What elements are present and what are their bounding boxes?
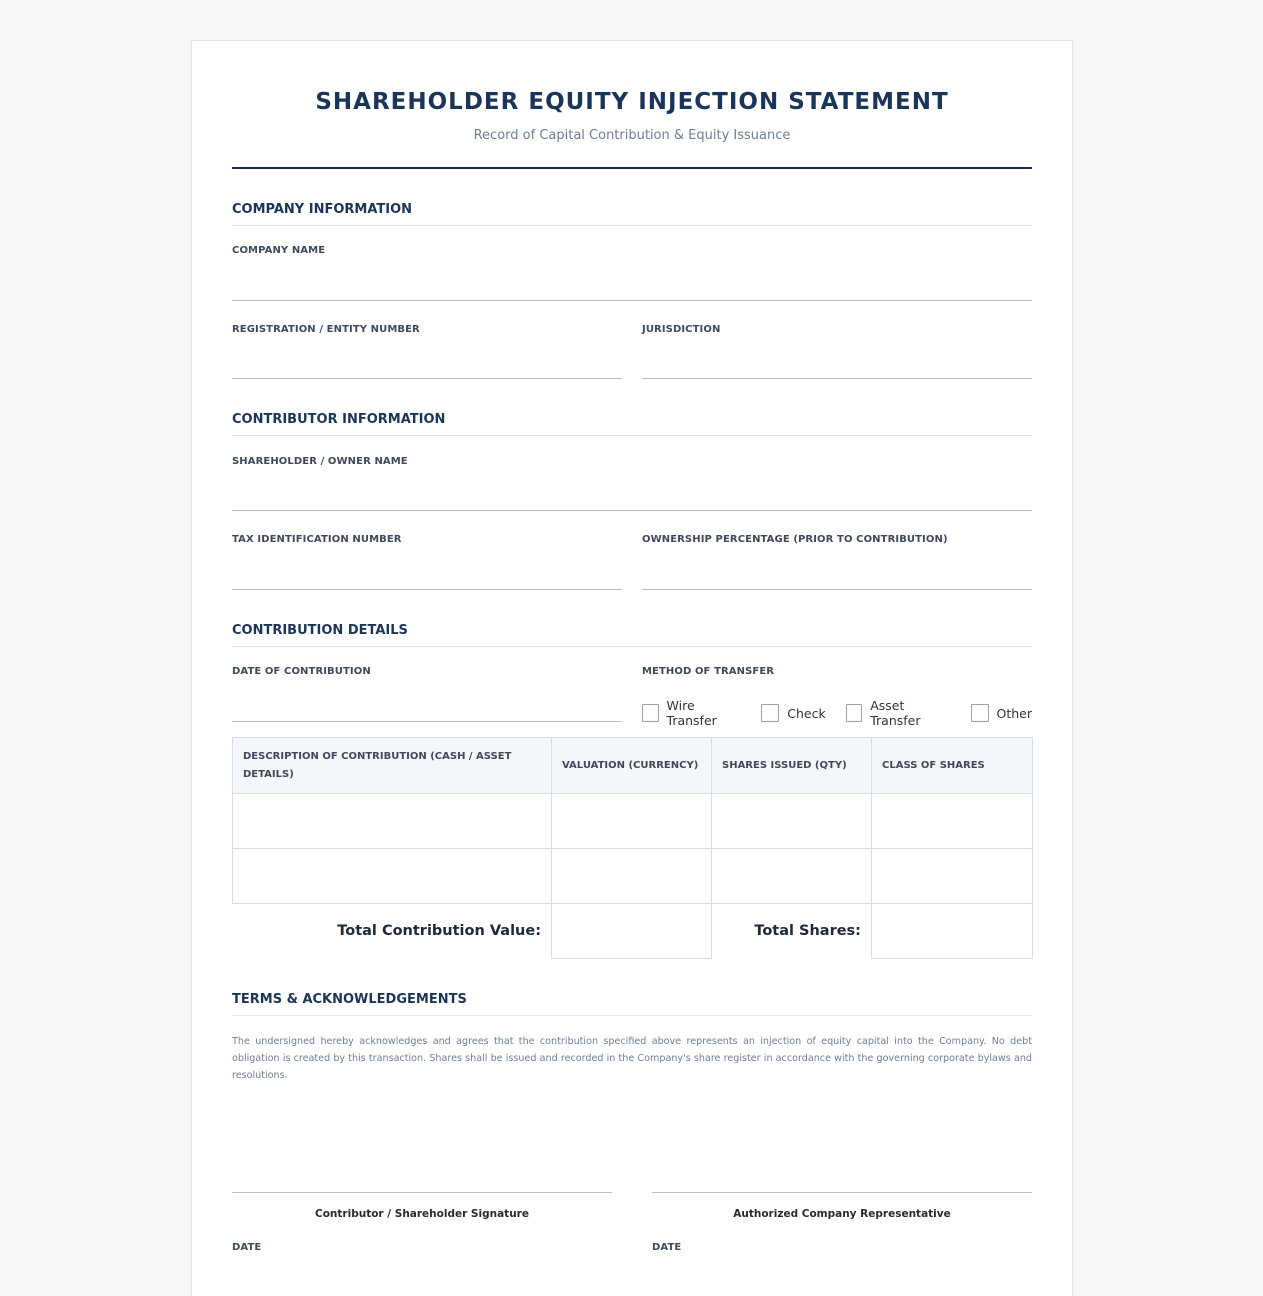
section-heading-company: COMPANY INFORMATION: [232, 202, 1032, 226]
method-option-other[interactable]: [971, 704, 1033, 722]
totals-row: [233, 904, 1033, 959]
total-shares-cell[interactable]: [872, 904, 1033, 959]
contribution-date-field[interactable]: [232, 721, 622, 722]
method-option-label: Asset Transfer: [870, 698, 921, 728]
contribution-date-label: DATE OF CONTRIBUTION: [232, 666, 371, 677]
transfer-method-options: [642, 698, 1032, 728]
representative-date-label: DATE: [652, 1242, 682, 1253]
table-row: [233, 849, 1033, 904]
checkbox[interactable]: [761, 704, 779, 722]
description-cell[interactable]: [233, 849, 552, 904]
method-option-wire-transfer[interactable]: [642, 698, 741, 728]
shares-issued-cell[interactable]: [712, 849, 872, 904]
method-option-label: Wire Transfer: [666, 698, 717, 728]
contributor-date-label: DATE: [232, 1242, 262, 1253]
total-contribution-value-label: Total Contribution Value:: [337, 923, 541, 940]
checkbox[interactable]: [642, 704, 659, 722]
checkbox[interactable]: [971, 704, 989, 722]
column-header-share-class: CLASS OF SHARES: [872, 738, 1033, 794]
column-header-shares-issued: SHARES ISSUED (QTY): [712, 738, 872, 794]
column-header-description: DESCRIPTION OF CONTRIBUTION (CASH / ASSET DETAILS): [233, 738, 552, 794]
method-option-asset-transfer[interactable]: [846, 698, 951, 728]
shares-issued-cell[interactable]: [712, 794, 872, 849]
document-subtitle: Record of Capital Contribution & Equity Issuance: [473, 128, 791, 143]
ownership-percentage-label: OWNERSHIP PERCENTAGE (PRIOR TO CONTRIBUTION): [642, 534, 948, 545]
method-option-label: Other: [996, 705, 1032, 721]
valuation-cell[interactable]: [552, 849, 712, 904]
company-name-label: COMPANY NAME: [232, 245, 326, 256]
jurisdiction-field[interactable]: [642, 378, 1032, 379]
ownership-percentage-field[interactable]: [642, 589, 1032, 590]
description-cell[interactable]: [233, 794, 552, 849]
section-heading-contributor: CONTRIBUTOR INFORMATION: [232, 412, 1032, 436]
registration-number-field[interactable]: [232, 378, 622, 379]
document-title: SHAREHOLDER EQUITY INJECTION STATEMENT: [315, 89, 949, 115]
contributor-signature-label: Contributor / Shareholder Signature: [315, 1208, 529, 1220]
registration-number-label: REGISTRATION / ENTITY NUMBER: [232, 324, 420, 335]
checkbox[interactable]: [846, 704, 863, 722]
company-name-field[interactable]: [232, 300, 1032, 301]
contribution-table: [232, 737, 1033, 959]
tax-id-label: TAX IDENTIFICATION NUMBER: [232, 534, 402, 545]
owner-name-field[interactable]: [232, 510, 1032, 511]
method-option-label: Check: [787, 705, 826, 721]
table-row: [233, 794, 1033, 849]
valuation-cell[interactable]: [552, 794, 712, 849]
section-heading-terms: TERMS & ACKNOWLEDGEMENTS: [232, 992, 1032, 1016]
owner-name-label: SHAREHOLDER / OWNER NAME: [232, 456, 408, 467]
column-header-valuation: VALUATION (CURRENCY): [552, 738, 712, 794]
tax-id-field[interactable]: [232, 589, 622, 590]
total-contribution-value-cell[interactable]: [552, 904, 712, 959]
header-divider: [232, 167, 1032, 169]
section-heading-contribution: CONTRIBUTION DETAILS: [232, 623, 1032, 647]
total-shares-label: Total Shares:: [754, 923, 861, 940]
contributor-signature-line[interactable]: [232, 1192, 612, 1193]
representative-signature-label: Authorized Company Representative: [733, 1208, 951, 1220]
method-option-check[interactable]: [761, 704, 825, 722]
terms-text: The undersigned hereby acknowledges and agrees that the contribution specified above represents an injection of equity capital into the Company. No debt obligation is created by this transaction. Shares shall be issued and recorded in the Company's share register in accordance with the governing corporate bylaws and resolutions.: [232, 1036, 1032, 1081]
share-class-cell[interactable]: [872, 849, 1033, 904]
table-header-row: [233, 738, 1033, 794]
transfer-method-label: METHOD OF TRANSFER: [642, 666, 775, 677]
representative-signature-line[interactable]: [652, 1192, 1032, 1193]
document-page: [191, 40, 1073, 1296]
jurisdiction-label: JURISDICTION: [642, 324, 721, 335]
share-class-cell[interactable]: [872, 794, 1033, 849]
